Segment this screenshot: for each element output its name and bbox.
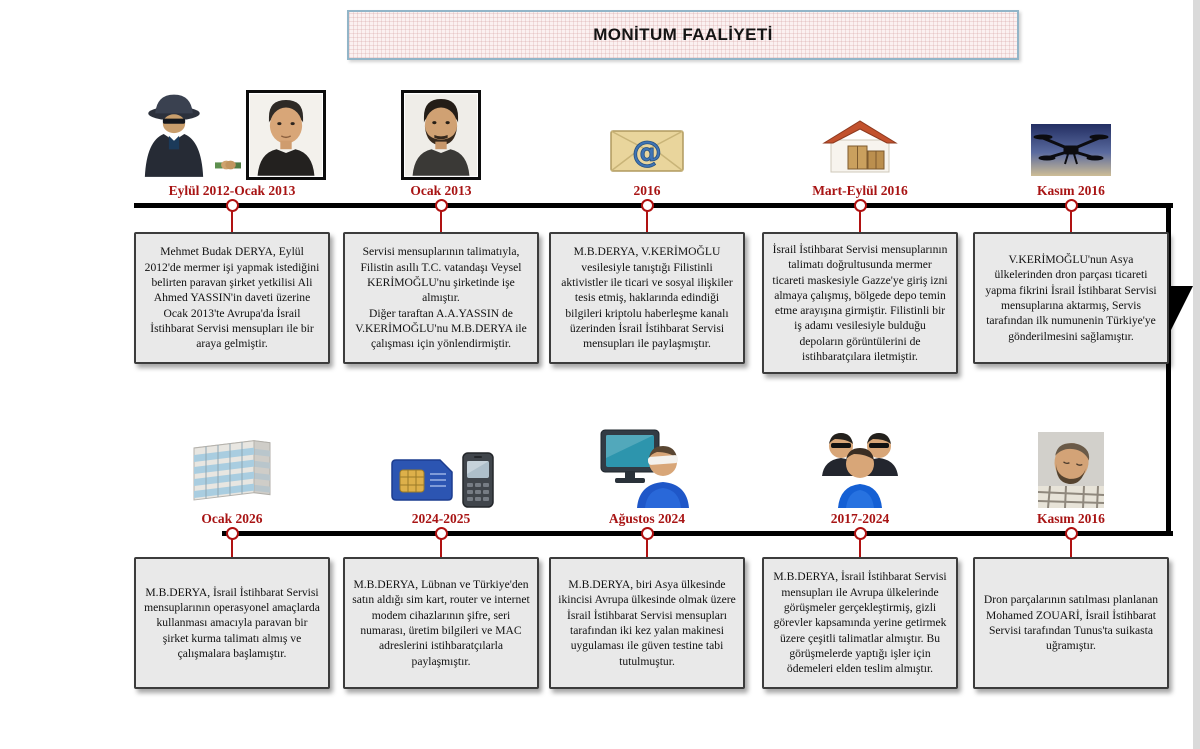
timeline-event <box>549 428 745 527</box>
timeline-node <box>641 199 654 212</box>
event-date: Ağustos 2024 <box>608 511 686 526</box>
event-textbox <box>343 557 539 689</box>
portrait-photo <box>246 90 326 180</box>
title-box <box>347 10 1019 60</box>
man-portrait-icon <box>250 94 322 176</box>
timeline-node <box>435 527 448 540</box>
drone-photo <box>1031 124 1111 176</box>
page-title: MONİTUM FAALİYETİ <box>593 25 773 44</box>
timeline-event <box>343 428 539 527</box>
timeline-event <box>973 428 1169 527</box>
event-date: 2016 <box>633 183 661 198</box>
event-textbox <box>973 232 1169 364</box>
timeline-node <box>226 527 239 540</box>
timeline-node <box>854 199 867 212</box>
svg-text:@: @ <box>632 135 662 170</box>
event-textbox <box>134 557 330 689</box>
computer-user-icon <box>597 428 697 508</box>
event-text: Mehmet Budak DERYA, Eylül 2012'de mermer işi yapmak istediğini belirten paravan şirket yetkilisi Ali Ahmed YASSIN'in daveti üzerine Ocak 2013'te Avrupa'da İsrail İstihbarat Servisi mensupları ile bir araya gelmiştir. <box>144 245 320 351</box>
timeline-event <box>762 428 958 527</box>
event-textbox <box>549 232 745 364</box>
event-text: M.B.DERYA, İsrail İstihbarat Servisi mensuplarının operasyonel amaçlarda kullanması amacıyla paravan bir şirket kurma talimatı almış ve çalışmalara başlamıştır. <box>144 585 320 660</box>
timeline-event <box>973 78 1169 199</box>
page-edge <box>1193 0 1200 749</box>
event-textbox <box>973 557 1169 689</box>
event-textbox <box>762 232 958 374</box>
warehouse-icon <box>821 118 899 176</box>
event-text: V.KERİMOĞLU'nun Asya ülkelerinden dron parçası ticareti yapma fikrini İsrail İstihbarat Servisi mensuplarına aktarmış, Servis tarafından ilk numunenin Türkiye'ye gönderilmesini sağlamıştır. <box>985 253 1157 343</box>
event-textbox <box>762 557 958 689</box>
event-icons <box>973 78 1169 180</box>
event-date: Ocak 2026 <box>201 511 263 526</box>
event-text: M.B.DERYA, V.KERİMOĞLU vesilesiyle tanıştığı Filistinli aktivistler ile ticari ve sosyal ilişkiler tesis etmiş, haklarında edindiği bilgileri kriptolu haberleşme kanalı üzerinden İsrail İstihbarat Servisi mensupları ile paylaşmıştır. <box>561 245 733 351</box>
timeline-event <box>343 78 539 199</box>
event-icons <box>343 428 539 508</box>
event-text: M.B.DERYA, biri Asya ülkesinde ikincisi Avrupa ülkesinde olmak üzere İsrail İstihbarat Servisi mensupları tarafından iki kez yalan makinesi uygulaması ile güven testine tabi tutulmuştur. <box>558 578 736 668</box>
event-date: 2017-2024 <box>830 511 890 526</box>
event-text: M.B.DERYA, İsrail İstihbarat Servisi mensupları ile Avrupa ülkelerinde görüşmeler gerçekleştirmiş, gizli görevler kapsamında yerine getirmek üzere çeşitli talimatlar almıştır. Bu görüşmelerde yaptığı işler için ödemeleri elden teslim almıştır. <box>773 570 947 676</box>
event-text: M.B.DERYA, Lübnan ve Türkiye'den satın aldığı sim kart, router ve internet modem cihazlarının şifre, seri numarası, üretim bilgileri ve MAC adreslerini istihbaratçılarla paylaşmıştır. <box>352 578 530 668</box>
event-date: Mart-Eylül 2016 <box>812 183 908 198</box>
timeline-node <box>854 527 867 540</box>
event-icons <box>762 78 958 180</box>
event-text: Servisi mensuplarının talimatıyla, Filistin asıllı T.C. vatandaşı Veysel KERİMOĞLU'nu şirketinde işe almıştır. Diğer taraftan A.A.YASSIN de V.KERİMOĞLU'nu M.B.DERYA ile çalışması için yönlendirmiştir. <box>355 245 527 351</box>
event-icons <box>134 78 330 180</box>
handshake-icon <box>215 156 241 174</box>
portrait-photo <box>401 90 481 180</box>
agents-group-icon <box>814 428 906 508</box>
spy-icon <box>138 88 210 180</box>
event-icons <box>762 428 958 508</box>
timeline-node <box>435 199 448 212</box>
timeline-node <box>1065 199 1078 212</box>
office-building-icon <box>184 434 280 508</box>
event-icons <box>343 78 539 180</box>
event-date: Ocak 2013 <box>410 183 472 198</box>
timeline-event <box>134 428 330 527</box>
timeline-node <box>226 199 239 212</box>
timeline-bottom-line <box>222 531 1173 536</box>
bearded-man-portrait-icon <box>405 94 477 176</box>
event-date: Kasım 2016 <box>1037 183 1105 198</box>
event-textbox <box>343 232 539 364</box>
sim-card-icon <box>388 452 456 508</box>
event-date: 2024-2025 <box>411 511 471 526</box>
event-text: Dron parçalarının satılması planlanan Mohamed ZOUARİ, İsrail İstihbarat Servisi tarafından Tunus'ta suikasta uğramıştır. <box>983 593 1159 653</box>
event-icons <box>134 428 330 508</box>
event-date: Eylül 2012-Ocak 2013 <box>168 183 296 198</box>
timeline-event <box>134 78 330 199</box>
timeline-node <box>1065 527 1078 540</box>
event-text: İsrail İstihbarat Servisi mensuplarının talimatı doğrultusunda mermer ticareti maskesiyle Gazze'ye giriş izni almaya çalışmış, bölgede depo temin etme arayışına girmiştir. Filistinli bir iş adamı vesilesiyle bulduğu depoların görüntülerini de istihbaratçılara iletmiştir. <box>772 243 948 364</box>
event-icons <box>973 428 1169 508</box>
event-date: Kasım 2016 <box>1037 511 1105 526</box>
email-icon <box>610 130 684 172</box>
mobile-phone-icon <box>461 452 495 508</box>
event-textbox <box>134 232 330 364</box>
event-icons <box>549 428 745 508</box>
event-icons <box>549 78 745 180</box>
portrait-photo <box>1038 432 1104 508</box>
timeline-node <box>641 527 654 540</box>
event-textbox <box>549 557 745 689</box>
timeline-event <box>762 78 958 199</box>
timeline-event <box>549 78 745 199</box>
